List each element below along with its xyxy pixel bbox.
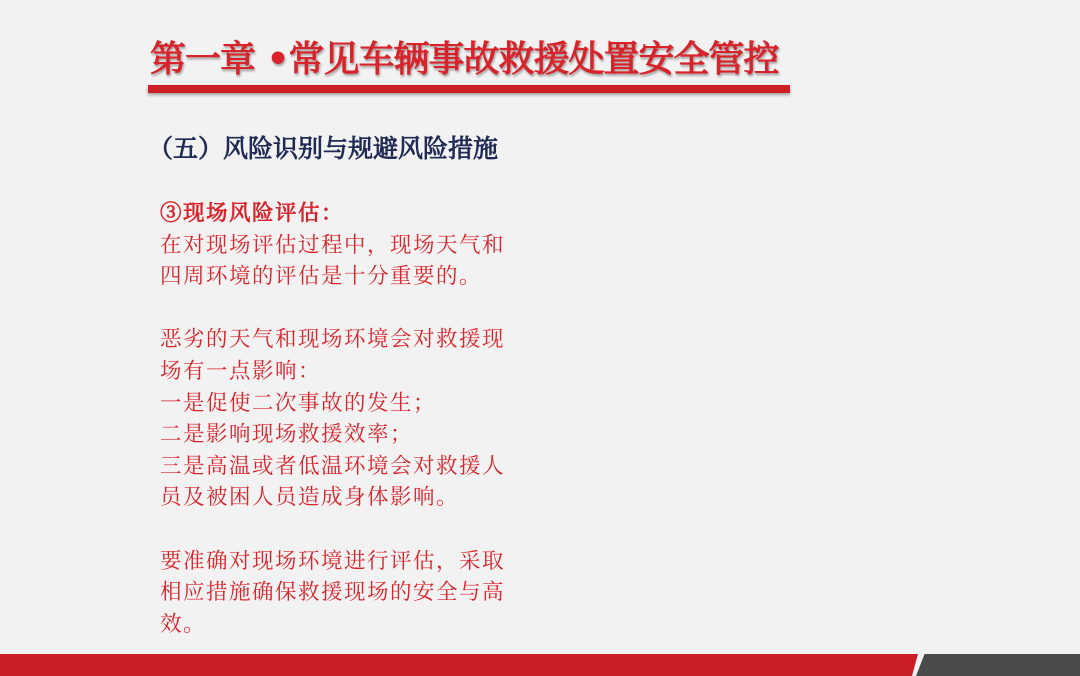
title-underline (148, 85, 790, 93)
paragraph-gap (160, 514, 580, 546)
paragraph-line: 效。 (160, 611, 207, 637)
paragraph-line: 三是高温或者低温环境会对救援人 (160, 453, 506, 479)
footer-bar (0, 654, 1080, 676)
section-heading: （五）风险识别与规避风险措施 (148, 134, 499, 163)
paragraph-gap (160, 293, 580, 325)
subheading: ③现场风险评估： (160, 201, 345, 226)
footer-gray-band (916, 654, 1080, 676)
paragraph-line: 二是影响现场救援效率； (160, 422, 414, 448)
paragraph-line: 场有一点影响： (160, 358, 322, 384)
paragraph-line: 恶劣的天气和现场环境会对救援现 (160, 327, 506, 353)
paragraph-line: 员及被困人员造成身体影响。 (160, 485, 460, 511)
paragraph-line: 一是促使二次事故的发生； (160, 390, 437, 416)
paragraph-line: 四周环境的评估是十分重要的。 (160, 264, 483, 290)
paragraph-line: 要准确对现场环境进行评估，采取 (160, 548, 506, 574)
paragraph-line: 相应措施确保救援现场的安全与高 (160, 580, 506, 606)
footer-red-band (0, 654, 918, 676)
chapter-title: 第一章 •常见车辆事故救援处置安全管控 (150, 39, 779, 80)
body-text (160, 198, 580, 640)
paragraph-line: 在对现场评估过程中，现场天气和 (160, 232, 506, 258)
